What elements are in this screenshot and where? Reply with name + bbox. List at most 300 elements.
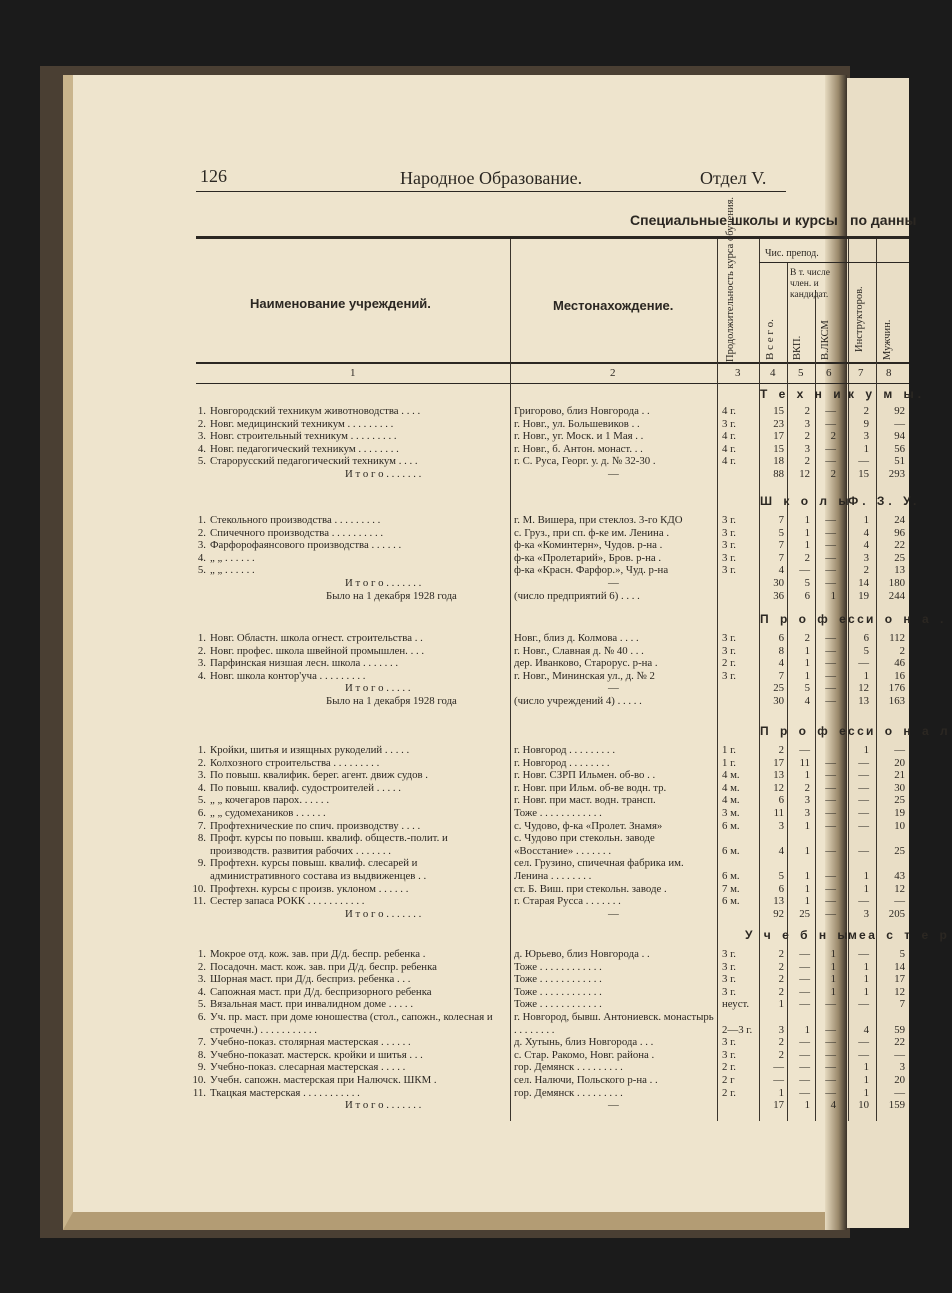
row-men: 205 xyxy=(888,907,905,920)
section-title-continued: с и о н а л xyxy=(848,724,952,738)
col-head-duration: Продолжительность курса обучения. xyxy=(725,196,736,362)
row-name: Стекольного производства . . . . . . . . . xyxy=(210,514,381,526)
row-vkp: 6 xyxy=(804,589,810,602)
row-duration: 3 г. xyxy=(722,1048,737,1061)
table-row xyxy=(0,468,909,482)
row-vlksm: — xyxy=(825,844,836,857)
row-duration: 3 г. xyxy=(722,644,737,657)
row-vlksm: — xyxy=(825,1023,836,1036)
row-men: 3 xyxy=(899,1061,905,1074)
row-duration: 4 м. xyxy=(722,794,740,807)
row-instructors: 4 xyxy=(863,1023,869,1036)
row-instructors: 2 xyxy=(863,564,869,577)
row-number: 10. xyxy=(192,882,206,895)
row-total: 12 xyxy=(773,781,784,794)
row-location: ст. Б. Виш. при стекольн. заводе . xyxy=(514,882,667,895)
row-total: 2 xyxy=(778,1048,784,1061)
row-vkp: 1 xyxy=(804,1023,810,1036)
row-instructors: 1 xyxy=(863,669,869,682)
col-number: 5 xyxy=(798,367,804,379)
row-location: ф-ка «Пролетарий», Бров. р-на . xyxy=(514,551,662,564)
row-vkp: 1 xyxy=(804,819,810,832)
row-vlksm: — xyxy=(825,551,836,564)
row-instructors: 13 xyxy=(858,695,869,707)
section-title-continued: с и о н а . xyxy=(848,612,948,626)
row-duration: 3 г. xyxy=(722,669,737,682)
row-total: 7 xyxy=(778,539,784,552)
row-name: Профтехнические по спич. производству . . . . xyxy=(210,819,421,832)
row-location: — xyxy=(608,468,619,480)
row-number: 3. xyxy=(197,769,206,782)
row-men: 94 xyxy=(894,430,905,443)
row-instructors: — xyxy=(858,819,869,832)
row-duration: 6 м. xyxy=(722,819,740,832)
row-vkp: 2 xyxy=(804,430,810,443)
row-vlksm: — xyxy=(825,577,836,589)
row-vlksm: — xyxy=(825,882,836,895)
row-name: Учебно-показат. мастерск. кройки и шитья . . . xyxy=(210,1048,423,1061)
row-duration: 3 г. xyxy=(722,417,737,430)
row-instructors: 1 xyxy=(863,1086,869,1099)
row-name: „ „ кочегаров парох. . . . . . xyxy=(210,794,330,807)
row-vkp: 12 xyxy=(799,468,810,480)
row-men: 25 xyxy=(894,794,905,807)
row-vkp: 3 xyxy=(804,442,810,455)
row-vkp: — xyxy=(799,998,810,1011)
row-location: Тоже . . . . . . . . . . . . xyxy=(514,973,602,986)
row-duration: 1 г. xyxy=(722,756,737,769)
row-number: 7. xyxy=(197,819,206,832)
row-men: 20 xyxy=(894,756,905,769)
row-total: 2 xyxy=(778,948,784,960)
row-instructors: 15 xyxy=(858,468,869,480)
row-total: 30 xyxy=(773,695,784,707)
row-name: Профтехн. курсы с произв. уклоном . . . . . . xyxy=(210,882,409,895)
row-men: — xyxy=(894,417,905,430)
row-location: — xyxy=(608,577,619,589)
row-location: г. С. Руса, Георг. у. д. № 32-30 . xyxy=(514,455,656,468)
row-number: 1. xyxy=(197,744,206,756)
row-number: 5. xyxy=(197,455,206,468)
section-title: Ш к о л ы xyxy=(760,494,853,508)
row-name: Вязальная маст. при инвалидном доме . . . . . xyxy=(210,998,414,1011)
row-vkp: 1 xyxy=(804,669,810,682)
row-instructors: — xyxy=(858,1048,869,1061)
row-number: 9. xyxy=(197,1061,206,1074)
row-duration: 3 м. xyxy=(722,807,740,819)
row-location: д. Хутынь, близ Новгорода . . . xyxy=(514,1036,654,1049)
row-location: — xyxy=(608,1099,619,1112)
row-duration: 3 г. xyxy=(722,1036,737,1049)
row-instructors: 1 xyxy=(863,744,869,756)
row-duration: неуст. xyxy=(722,998,750,1011)
row-name: Было на 1 декабря 1928 года xyxy=(326,589,457,602)
row-total: 15 xyxy=(773,442,784,455)
row-men: 19 xyxy=(894,807,905,819)
row-instructors: 4 xyxy=(863,526,869,539)
section-title: П р о ф е с xyxy=(760,612,868,626)
row-vlksm: — xyxy=(825,564,836,577)
row-vlksm: 2 xyxy=(830,430,836,443)
row-instructors: 1 xyxy=(863,985,869,998)
row-number: 9. xyxy=(197,857,206,870)
row-location: г. Новг., Мининская ул., д. № 2 xyxy=(514,669,655,682)
row-vlksm: — xyxy=(825,869,836,882)
row-name: И т о г о . . . . . . . xyxy=(345,907,422,920)
row-vkp: — xyxy=(799,960,810,973)
row-men: 244 xyxy=(888,589,905,602)
row-men: — xyxy=(894,744,905,756)
row-total: 2 xyxy=(778,744,784,756)
row-name: Ткацкая мастерская . . . . . . . . . . . xyxy=(210,1086,360,1099)
row-total: 2 xyxy=(778,960,784,973)
row-men: 5 xyxy=(899,948,905,960)
row-men: 22 xyxy=(894,1036,905,1049)
col-number: 2 xyxy=(610,367,616,379)
row-total: 1 xyxy=(778,998,784,1011)
row-number: 4. xyxy=(197,442,206,455)
row-instructors: 3 xyxy=(863,430,869,443)
col-head-teachers: Чис. препод. xyxy=(765,248,819,259)
row-location: г. Новг. при маст. водн. трансп. xyxy=(514,794,656,807)
row-vlksm: — xyxy=(825,405,836,417)
row-total: 4 xyxy=(778,564,784,577)
row-vlksm: — xyxy=(825,998,836,1011)
row-total: 23 xyxy=(773,417,784,430)
row-vkp: — xyxy=(799,985,810,998)
row-number: 6. xyxy=(197,807,206,819)
col-head-vkp: ВКП. xyxy=(792,335,803,360)
row-men: 96 xyxy=(894,526,905,539)
row-men: 25 xyxy=(894,844,905,857)
row-vlksm: — xyxy=(825,632,836,644)
row-name: И т о г о . . . . . xyxy=(345,682,411,695)
row-vkp: 1 xyxy=(804,657,810,670)
row-duration: 3 г. xyxy=(722,564,737,577)
row-instructors: 5 xyxy=(863,644,869,657)
row-location: (число учреждений 4) . . . . . xyxy=(514,695,642,707)
row-vkp: 3 xyxy=(804,794,810,807)
row-name: По повыш. квалифик. берег. агент. движ судов . xyxy=(210,769,428,782)
row-number: 10. xyxy=(192,1074,206,1086)
row-name: Новг. школа контор'уча . . . . . . . . . xyxy=(210,669,366,682)
row-total: 25 xyxy=(773,682,784,695)
row-instructors: — xyxy=(858,844,869,857)
row-instructors: — xyxy=(858,807,869,819)
table-title-continued: по данны xyxy=(850,212,917,228)
row-vkp: 2 xyxy=(804,781,810,794)
row-duration: 2—3 г. xyxy=(722,1023,753,1036)
table-row xyxy=(0,908,909,922)
row-instructors: 1 xyxy=(863,960,869,973)
row-instructors: 12 xyxy=(858,682,869,695)
row-vlksm: — xyxy=(825,807,836,819)
row-name: Спичечного производства . . . . . . . . . . xyxy=(210,526,384,539)
col-number: 6 xyxy=(826,367,832,379)
col-number: 4 xyxy=(770,367,776,379)
row-number: 5. xyxy=(197,794,206,807)
row-number: 2. xyxy=(197,756,206,769)
row-number: 1. xyxy=(197,514,206,526)
row-instructors: — xyxy=(858,657,869,670)
head-bottom-rule xyxy=(196,362,909,364)
row-vlksm: 4 xyxy=(830,1099,836,1112)
row-duration: 3 г. xyxy=(722,948,737,960)
row-location: — xyxy=(608,682,619,695)
page-number: 126 xyxy=(200,166,227,186)
row-men: 13 xyxy=(894,564,905,577)
row-vkp: — xyxy=(799,1061,810,1074)
row-men: 22 xyxy=(894,539,905,552)
row-number: 5. xyxy=(197,998,206,1011)
row-location: ф-ка «Красн. Фарфор.», Чуд. р-на xyxy=(514,564,669,577)
row-total: 36 xyxy=(773,589,784,602)
row-name: Учебн. сапожн. мастерская при Налючск. ШКМ . xyxy=(210,1074,437,1086)
row-total: 17 xyxy=(773,1099,784,1112)
row-vkp: 1 xyxy=(804,895,810,908)
row-total: 17 xyxy=(773,430,784,443)
row-vlksm: — xyxy=(825,794,836,807)
row-instructors: 1 xyxy=(863,973,869,986)
row-vlksm: 1 xyxy=(830,973,836,986)
row-number: 11. xyxy=(192,1086,206,1099)
row-men: 12 xyxy=(894,882,905,895)
row-duration: 6 м. xyxy=(722,895,740,908)
row-instructors: 1 xyxy=(863,882,869,895)
row-name: „ „ . . . . . . xyxy=(210,564,255,577)
row-location: Тоже . . . . . . . . . . . . xyxy=(514,985,602,998)
row-vlksm: — xyxy=(825,695,836,707)
row-duration: 2 г. xyxy=(722,657,737,670)
row-vkp: — xyxy=(799,1086,810,1099)
row-vlksm: — xyxy=(825,756,836,769)
row-location: гор. Демянск . . . . . . . . . xyxy=(514,1086,623,1099)
row-name: Новг. медицинский техникум . . . . . . . . . xyxy=(210,417,394,430)
row-name: Посадочн. маст. кож. зав. при Д/д. беспр. ребенка xyxy=(210,960,437,973)
table-row xyxy=(0,590,909,604)
row-location: с. Чудово, ф-ка «Пролет. Знамя» xyxy=(514,819,663,832)
row-total: 5 xyxy=(778,869,784,882)
row-duration: 6 м. xyxy=(722,844,740,857)
row-vkp: 1 xyxy=(804,869,810,882)
row-vkp: 1 xyxy=(804,514,810,526)
row-number: 1. xyxy=(197,632,206,644)
row-men: 43 xyxy=(894,869,905,882)
row-vkp: 4 xyxy=(804,695,810,707)
row-instructors: — xyxy=(858,794,869,807)
row-duration: 7 м. xyxy=(722,882,740,895)
row-instructors: — xyxy=(858,756,869,769)
row-men: 17 xyxy=(894,973,905,986)
row-number: 8. xyxy=(197,1048,206,1061)
row-vkp: 3 xyxy=(804,807,810,819)
row-vkp: 1 xyxy=(804,526,810,539)
row-name: Старорусский педагогический техникум . . . . xyxy=(210,455,418,468)
row-location: ф-ка «Коминтерн», Чудов. р-на . xyxy=(514,539,663,552)
row-name: Было на 1 декабря 1928 года xyxy=(326,695,457,707)
row-number: 3. xyxy=(197,973,206,986)
row-total: 2 xyxy=(778,985,784,998)
row-location: дер. Иванково, Старорус. р-на . xyxy=(514,657,658,670)
row-men: 92 xyxy=(894,405,905,417)
row-total: 4 xyxy=(778,657,784,670)
row-instructors: — xyxy=(858,998,869,1011)
row-vkp: 11 xyxy=(799,756,810,769)
row-vlksm: 1 xyxy=(830,985,836,998)
row-instructors: 4 xyxy=(863,539,869,552)
row-number: 4. xyxy=(197,781,206,794)
table-row xyxy=(0,1011,909,1036)
row-vlksm: — xyxy=(825,682,836,695)
row-total: 7 xyxy=(778,514,784,526)
row-duration: 4 м. xyxy=(722,769,740,782)
row-name: Профт. курсы по повыш. квалиф. обществ.-полит. и производств. развития рабочих . . . . . . . xyxy=(210,832,448,857)
row-location: Новг., близ д. Колмова . . . . xyxy=(514,632,639,644)
row-name: Учебно-показ. столярная мастерская . . . . . . xyxy=(210,1036,411,1049)
row-name: Сестер запаса РОКК . . . . . . . . . . . xyxy=(210,895,365,908)
row-total: — xyxy=(773,1074,784,1086)
row-vlksm: 1 xyxy=(830,948,836,960)
row-vlksm: — xyxy=(825,657,836,670)
row-instructors: 2 xyxy=(863,405,869,417)
row-vlksm: — xyxy=(825,895,836,908)
row-total: 7 xyxy=(778,551,784,564)
row-number: 2. xyxy=(197,417,206,430)
table-row xyxy=(0,1099,909,1113)
row-vlksm: — xyxy=(825,819,836,832)
row-instructors: 1 xyxy=(863,1061,869,1074)
row-vkp: 5 xyxy=(804,682,810,695)
row-total: 18 xyxy=(773,455,784,468)
row-vlksm: — xyxy=(825,669,836,682)
row-total: 17 xyxy=(773,756,784,769)
row-location: г. Старая Русса . . . . . . . xyxy=(514,895,621,908)
col-head-of-them: В т. числе член. и кандидат. xyxy=(790,268,830,300)
row-men: 30 xyxy=(894,781,905,794)
table-top-rule xyxy=(196,236,909,239)
row-duration: 2 г xyxy=(722,1074,735,1086)
section-label: Отдел V. xyxy=(700,168,767,188)
row-duration: 3 г. xyxy=(722,514,737,526)
row-instructors: 10 xyxy=(858,1099,869,1112)
row-name: Колхозного строительства . . . . . . . . . xyxy=(210,756,380,769)
table-title: Специальные школы и курсы xyxy=(630,212,838,228)
row-men: 176 xyxy=(888,682,905,695)
col-number: 3 xyxy=(735,367,741,379)
row-location: с. Чудово при стекольн. заводе «Восстание» . . . . . . . xyxy=(514,832,655,857)
row-instructors: — xyxy=(858,769,869,782)
row-total: 1 xyxy=(778,1086,784,1099)
row-instructors: — xyxy=(858,455,869,468)
row-duration: 4 м. xyxy=(722,781,740,794)
row-men: 12 xyxy=(894,985,905,998)
colnum-rule xyxy=(196,383,909,384)
row-instructors: 6 xyxy=(863,632,869,644)
section-title: У ч е б н ы е xyxy=(745,928,870,942)
row-number: 3. xyxy=(197,657,206,670)
row-instructors: 1 xyxy=(863,1074,869,1086)
row-location: д. Юрьево, близ Новгорода . . xyxy=(514,948,650,960)
book-title: Народное Образование. xyxy=(400,168,583,188)
row-vkp: 1 xyxy=(804,769,810,782)
row-total: 4 xyxy=(778,844,784,857)
row-vkp: — xyxy=(799,1074,810,1086)
row-vkp: 2 xyxy=(804,405,810,417)
row-men: 112 xyxy=(889,632,905,644)
table-row xyxy=(0,857,909,882)
row-duration: 3 г. xyxy=(722,985,737,998)
row-location: г. Новгород . . . . . . . . . xyxy=(514,744,616,756)
row-vlksm: 1 xyxy=(830,960,836,973)
row-instructors: — xyxy=(858,895,869,908)
row-total: 2 xyxy=(778,973,784,986)
row-total: 30 xyxy=(773,577,784,589)
row-instructors: 3 xyxy=(863,907,869,920)
row-total: 8 xyxy=(778,644,784,657)
row-number: 8. xyxy=(197,832,206,845)
row-vlksm: — xyxy=(825,455,836,468)
row-total: 15 xyxy=(773,405,784,417)
row-location: сел. Налючи, Польского р-на . . xyxy=(514,1074,658,1086)
row-instructors: 19 xyxy=(858,589,869,602)
row-total: 13 xyxy=(773,769,784,782)
row-name: Новг. педагогический техникум . . . . . . . . xyxy=(210,442,399,455)
row-name: Новгородский техникум животноводства . . . . xyxy=(210,405,421,417)
row-vkp: — xyxy=(799,744,810,756)
row-instructors: 9 xyxy=(863,417,869,430)
row-location: г. Новг. при Ильм. об-ве водн. тр. xyxy=(514,781,667,794)
row-vkp: 3 xyxy=(804,417,810,430)
col-head-total: В с е г о. xyxy=(764,319,776,360)
row-location: г. М. Вишера, при стеклоз. 3-го КДО xyxy=(514,514,683,526)
col-number: 7 xyxy=(858,367,864,379)
header-rule xyxy=(196,191,786,192)
row-vkp: 2 xyxy=(804,455,810,468)
row-vlksm: — xyxy=(825,1074,836,1086)
row-location: с. Стар. Ракомо, Новг. района . xyxy=(514,1048,655,1061)
row-total: 11 xyxy=(773,807,784,819)
row-total: 6 xyxy=(778,794,784,807)
row-men: 56 xyxy=(894,442,905,455)
row-instructors: 1 xyxy=(863,869,869,882)
row-vlksm: — xyxy=(825,644,836,657)
row-name: Шорная маст. при Д/д. бесприз. ребенка . . . xyxy=(210,973,411,986)
row-vlksm: — xyxy=(825,907,836,920)
row-vlksm: — xyxy=(825,781,836,794)
row-number: 4. xyxy=(197,551,206,564)
row-vlksm: — xyxy=(825,442,836,455)
col-number: 1 xyxy=(350,367,356,379)
row-vlksm: — xyxy=(825,1048,836,1061)
row-number: 2. xyxy=(197,526,206,539)
row-men: 163 xyxy=(888,695,905,707)
row-vlksm: — xyxy=(825,1036,836,1049)
section-title: П р о ф е с xyxy=(760,724,868,738)
row-name: Профтехн. курсы повыш. квалиф. слесарей и административного состава из выдвиженцев . . xyxy=(210,857,427,882)
row-number: 6. xyxy=(197,1011,206,1023)
row-number: 4. xyxy=(197,985,206,998)
row-total: 2 xyxy=(778,1036,784,1049)
row-number: 3. xyxy=(197,539,206,552)
row-vlksm: — xyxy=(825,1061,836,1074)
row-name: „ „ судомехаников . . . . . . xyxy=(210,807,326,819)
row-duration: 3 г. xyxy=(722,960,737,973)
row-vlksm: 2 xyxy=(830,468,836,480)
row-vkp: 2 xyxy=(804,632,810,644)
row-vkp: 1 xyxy=(804,882,810,895)
section-title-continued: Ф. З. У. xyxy=(848,494,921,508)
row-number: 3. xyxy=(197,430,206,443)
